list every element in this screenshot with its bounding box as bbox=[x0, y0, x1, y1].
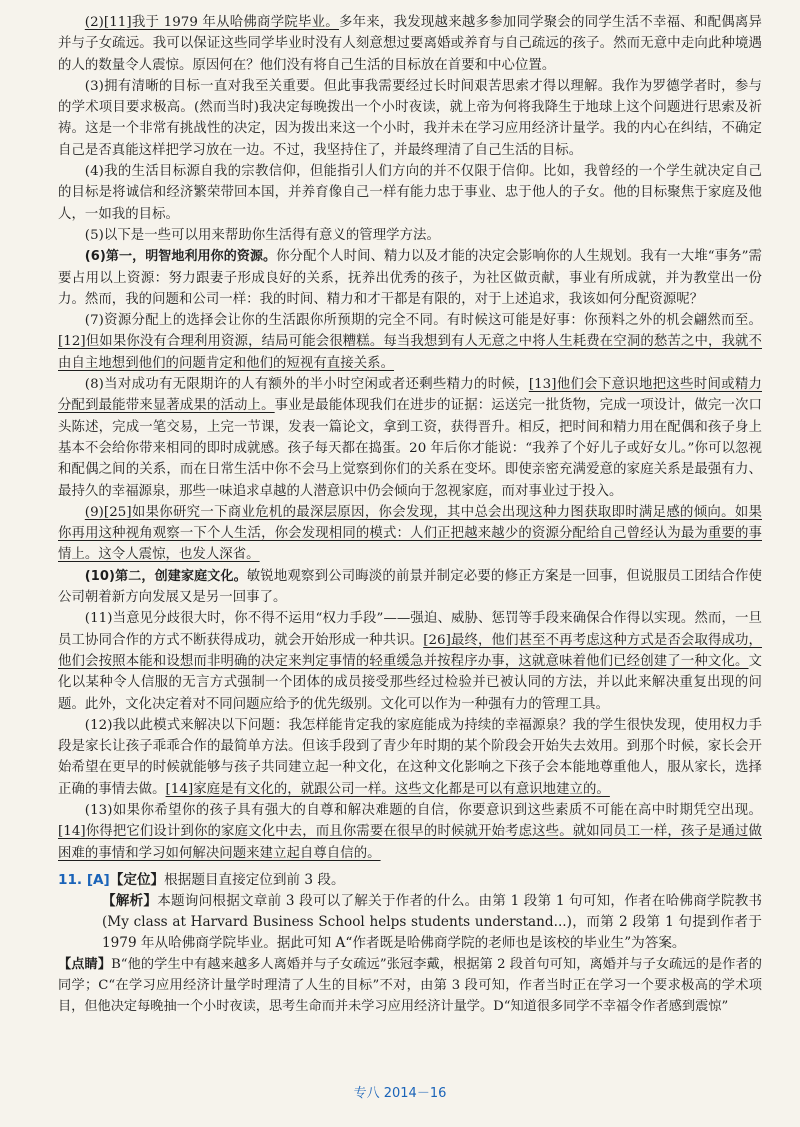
paragraph-p13 bbox=[58, 800, 762, 864]
paragraph-p3 bbox=[58, 76, 762, 161]
page-footer: 专八 2014－16 bbox=[353, 1086, 447, 1101]
underlined-sentence: (9)[25]如果你研究一下商业危机的最深层原因，你会发现，其中总会出现这种力图获取即时满足感的倾向。 bbox=[84, 504, 735, 520]
underlined-sentence: (2)[11]我于 1979 年从哈佛商学院毕业。 bbox=[84, 15, 339, 30]
analysis-text: 本题询问根据文章前 3 段可以了解关于作者的什么。由第 1 段第 1 句可知，作者在哈佛商学院教书(My class at Harvard Business School helps students understand...)，而第 2 段第 1 句提到作者于 1979 年从哈佛商学院毕业。据此可知 A“作者既是哈佛商学院的老师也是该校的毕业生”为答案。 bbox=[102, 892, 763, 951]
question-number: 11. [A] bbox=[58, 871, 110, 888]
paragraph-p8 bbox=[58, 374, 762, 502]
answer-explanation bbox=[58, 870, 762, 1017]
passage-translation bbox=[58, 12, 762, 1017]
sentence: 敏锐地观察到公司晦淡的前景并制定必要的修正方案是一回事，但说服员工团结合作使公司朝着新方向发展又是另一回事了。 bbox=[58, 568, 762, 606]
sentence: (5)以下是一些可以用来帮助你生活得有意义的管理学方法。 bbox=[84, 227, 440, 243]
sentence: (8)当对成功有无限期许的人有额外的半小时空闲或者还剩些精力的时候， bbox=[84, 377, 529, 393]
underlined-sentence: 如果你再用这种视角观察一下个人生活，你会发现相同的模式：人们正把越来越少的资源分配给自己曾经认为最为重要的事情上。这令人震惊，也发人深省。 bbox=[58, 504, 762, 563]
sentence: (7)资源分配上的选择会让你的生活跟你所预期的完全不同。有时候这可能是好事：你预料之外的机会翩然而至。 bbox=[84, 313, 762, 329]
sentence: 多年来，我发现越来越多参加同学聚会的同学生活不幸福、和配偶离异并与子女疏远。我可以保证这些同学毕业时没有人刻意想过要离婚或养育与自己疏远的孩子。然而无意中走向此种境遇的人的数量令人震惊。原因何在？他们没有将自己生活的目标放在首要和中心位置。 bbox=[58, 15, 762, 73]
sentence: (12)我以此模式来解决以下问题：我怎样能肯定我的家庭能成为持续的幸福源泉？我的学生很快发现，使用权力手段是家长让孩子乖乖合作的最简单方法。但该手段到了青少年时期的某个阶段会开始失去效用。到那个时候，家长会开始希望在更早的时候就能够与孩子共同建立起一种文化，在这种文化影响之下孩子会本能地尊重他人，服从家长，选择正确的事情去做。 bbox=[58, 717, 762, 797]
locate-label: 【定位】 bbox=[109, 871, 165, 888]
tip-text: B“他的学生中有越来越多人离婚并与子女疏远”张冠李戴，根据第 2 段首句可知，离婚并与子女疏远的是作者的同学；C“在学习应用经济计量学时理清了人生的目标”不对，由第 3 段可知，作者当时正在学习一个要求极高的学术项目，但他决定每晚抽一个小时夜读，思考生命而并未学习应用经济计量学。D“知道很多同学不幸福令作者感到震惊” bbox=[58, 956, 762, 1014]
paragraph-p10 bbox=[58, 566, 762, 609]
paragraph-list bbox=[58, 12, 762, 864]
sentence: (3)拥有清晰的目标一直对我至关重要。但此事我需要经过长时间艰苦思索才得以理解。我作为罗德学者时，参与的学术项目要求极高。(然而当时)我决定每晚拨出一个小时夜读，就上帝为何将我降生于地球上这个问题进行思索及祈祷。这是一个非常有挑战性的决定，因为拨出来这一个小时，我并未在学习应用经济计量学。我的内心在纠结，不确定自己是否真能这样把学习放在一边。不过，我坚持住了，并最终理清了自己生活的目标。 bbox=[58, 78, 762, 158]
sentence: (11)当意见分歧很大时，你不得不运用“权力手段”——强迫、威胁、惩罚等手段来确保合作得以实现。然而，一旦员工协同合作的方式不断获得成功，就会开始形成一种共识。 bbox=[58, 611, 762, 648]
sentence: (4)我的生活目标源自我的宗教信仰，但能指引人们方向的并不仅限于信仰。比如，我曾经的一个学生就决定自己的目标是将诚信和经济繁荣带回本国，并养育像自己一样有能力忠于事业、忠于他人的子女。他的目标聚焦于家庭及他人，一如我的目标。 bbox=[58, 164, 762, 222]
paragraph-p9 bbox=[58, 502, 762, 566]
underlined-sentence: [14]你得把它们设计到你的家庭文化中去，而且你需要在很早的时候就开始考虑这些。就如同员工一样，孩子是通过做困难的事情和学习如何解决问题来建立起自尊自信的。 bbox=[58, 824, 762, 861]
paragraph-p6 bbox=[58, 246, 762, 310]
locate-text: 根据题目直接定位到前 3 段。 bbox=[164, 871, 345, 888]
paragraph-p7 bbox=[58, 310, 762, 374]
sentence: 事业是最能体现我们在进步的证据：运送完一批货物，完成一项设计，做完一次口头陈述，完成一笔交易，上完一节课，发表一篇论文，拿到工资，获得晋升。相反，把时间和精力用在配偶和孩子身上基本不会给你带来相同的即时成就感。孩子每天都在捣蛋。20 年后你才能说：“我养了个好儿子或好女儿。”你可以忽视和配偶之间的关系，而在日常生活中你不会马上觉察到你们的关系在变坏。即使亲密充满爱意的家庭关系是最强有力、最持久的幸福源泉，那些一味追求卓越的人潜意识中仍会倾向于忽视家庭，而对事业过于投入。 bbox=[58, 398, 763, 499]
tip-label: 【点睛】 bbox=[58, 956, 112, 972]
paragraph-p4 bbox=[58, 161, 762, 225]
analysis-section bbox=[58, 891, 762, 954]
answer-heading bbox=[58, 870, 762, 891]
paragraph-p2 bbox=[58, 12, 762, 76]
underlined-sentence: [26]最终，他们甚至不再考虑这种方式是否会取得成功，他们会按照本能和设想而非明确的决定来判定事情的轻重缓急并按程序办事，这就意味着他们已经创建了一种文化。 bbox=[58, 632, 762, 669]
section-heading: (6)第一，明智地利用你的资源。 bbox=[84, 249, 277, 265]
sentence: (13)如果你希望你的孩子具有强大的自尊和解决难题的自信，你要意识到这些素质不可能在高中时期凭空出现。 bbox=[84, 802, 762, 818]
paragraph-p12 bbox=[58, 715, 762, 800]
analysis-label: 【解析】 bbox=[102, 892, 158, 909]
underlined-sentence: [12]但如果你没有合理利用资源，结局可能会很糟糕。每当我想到有人无意之中将人生耗费在空洞的愁苦之中，我就不由自主地想到他们的问题肯定和他们的短视有直接关系。 bbox=[58, 334, 762, 371]
paragraph-p5 bbox=[58, 225, 762, 246]
tip-section bbox=[58, 954, 762, 1017]
underlined-sentence: [14]家庭是有文化的，就跟公司一样。这些文化都是可以有意识地建立的。 bbox=[165, 781, 610, 797]
underlined-sentence: [13]他们会下意识地把这些时间或精力分配到最能带来显著成果的活动上。 bbox=[58, 377, 762, 414]
sentence: 你分配个人时间、精力以及才能的决定会影响你的人生规划。我有一大堆“事务”需要占用以上资源：努力跟妻子形成良好的关系，抚养出优秀的孩子，为社区做贡献，事业有所成就，并为教堂出一份力。然而，我的问题和公司一样：我的时间、精力和才干都是有限的，对于上述追求，我该如何分配资源呢？ bbox=[58, 249, 762, 307]
paragraph-p11 bbox=[58, 608, 762, 714]
sentence: 文化以某种令人信服的无言方式强制一个团体的成员接受那些经过检验并已被认同的方法，并以此来解决重复出现的问题。此外，文化决定着对不同问题应给予的优先级别。文化可以作为一种强有力的管理工具。 bbox=[58, 653, 762, 712]
section-heading: (10)第二，创建家庭文化。 bbox=[84, 568, 247, 584]
